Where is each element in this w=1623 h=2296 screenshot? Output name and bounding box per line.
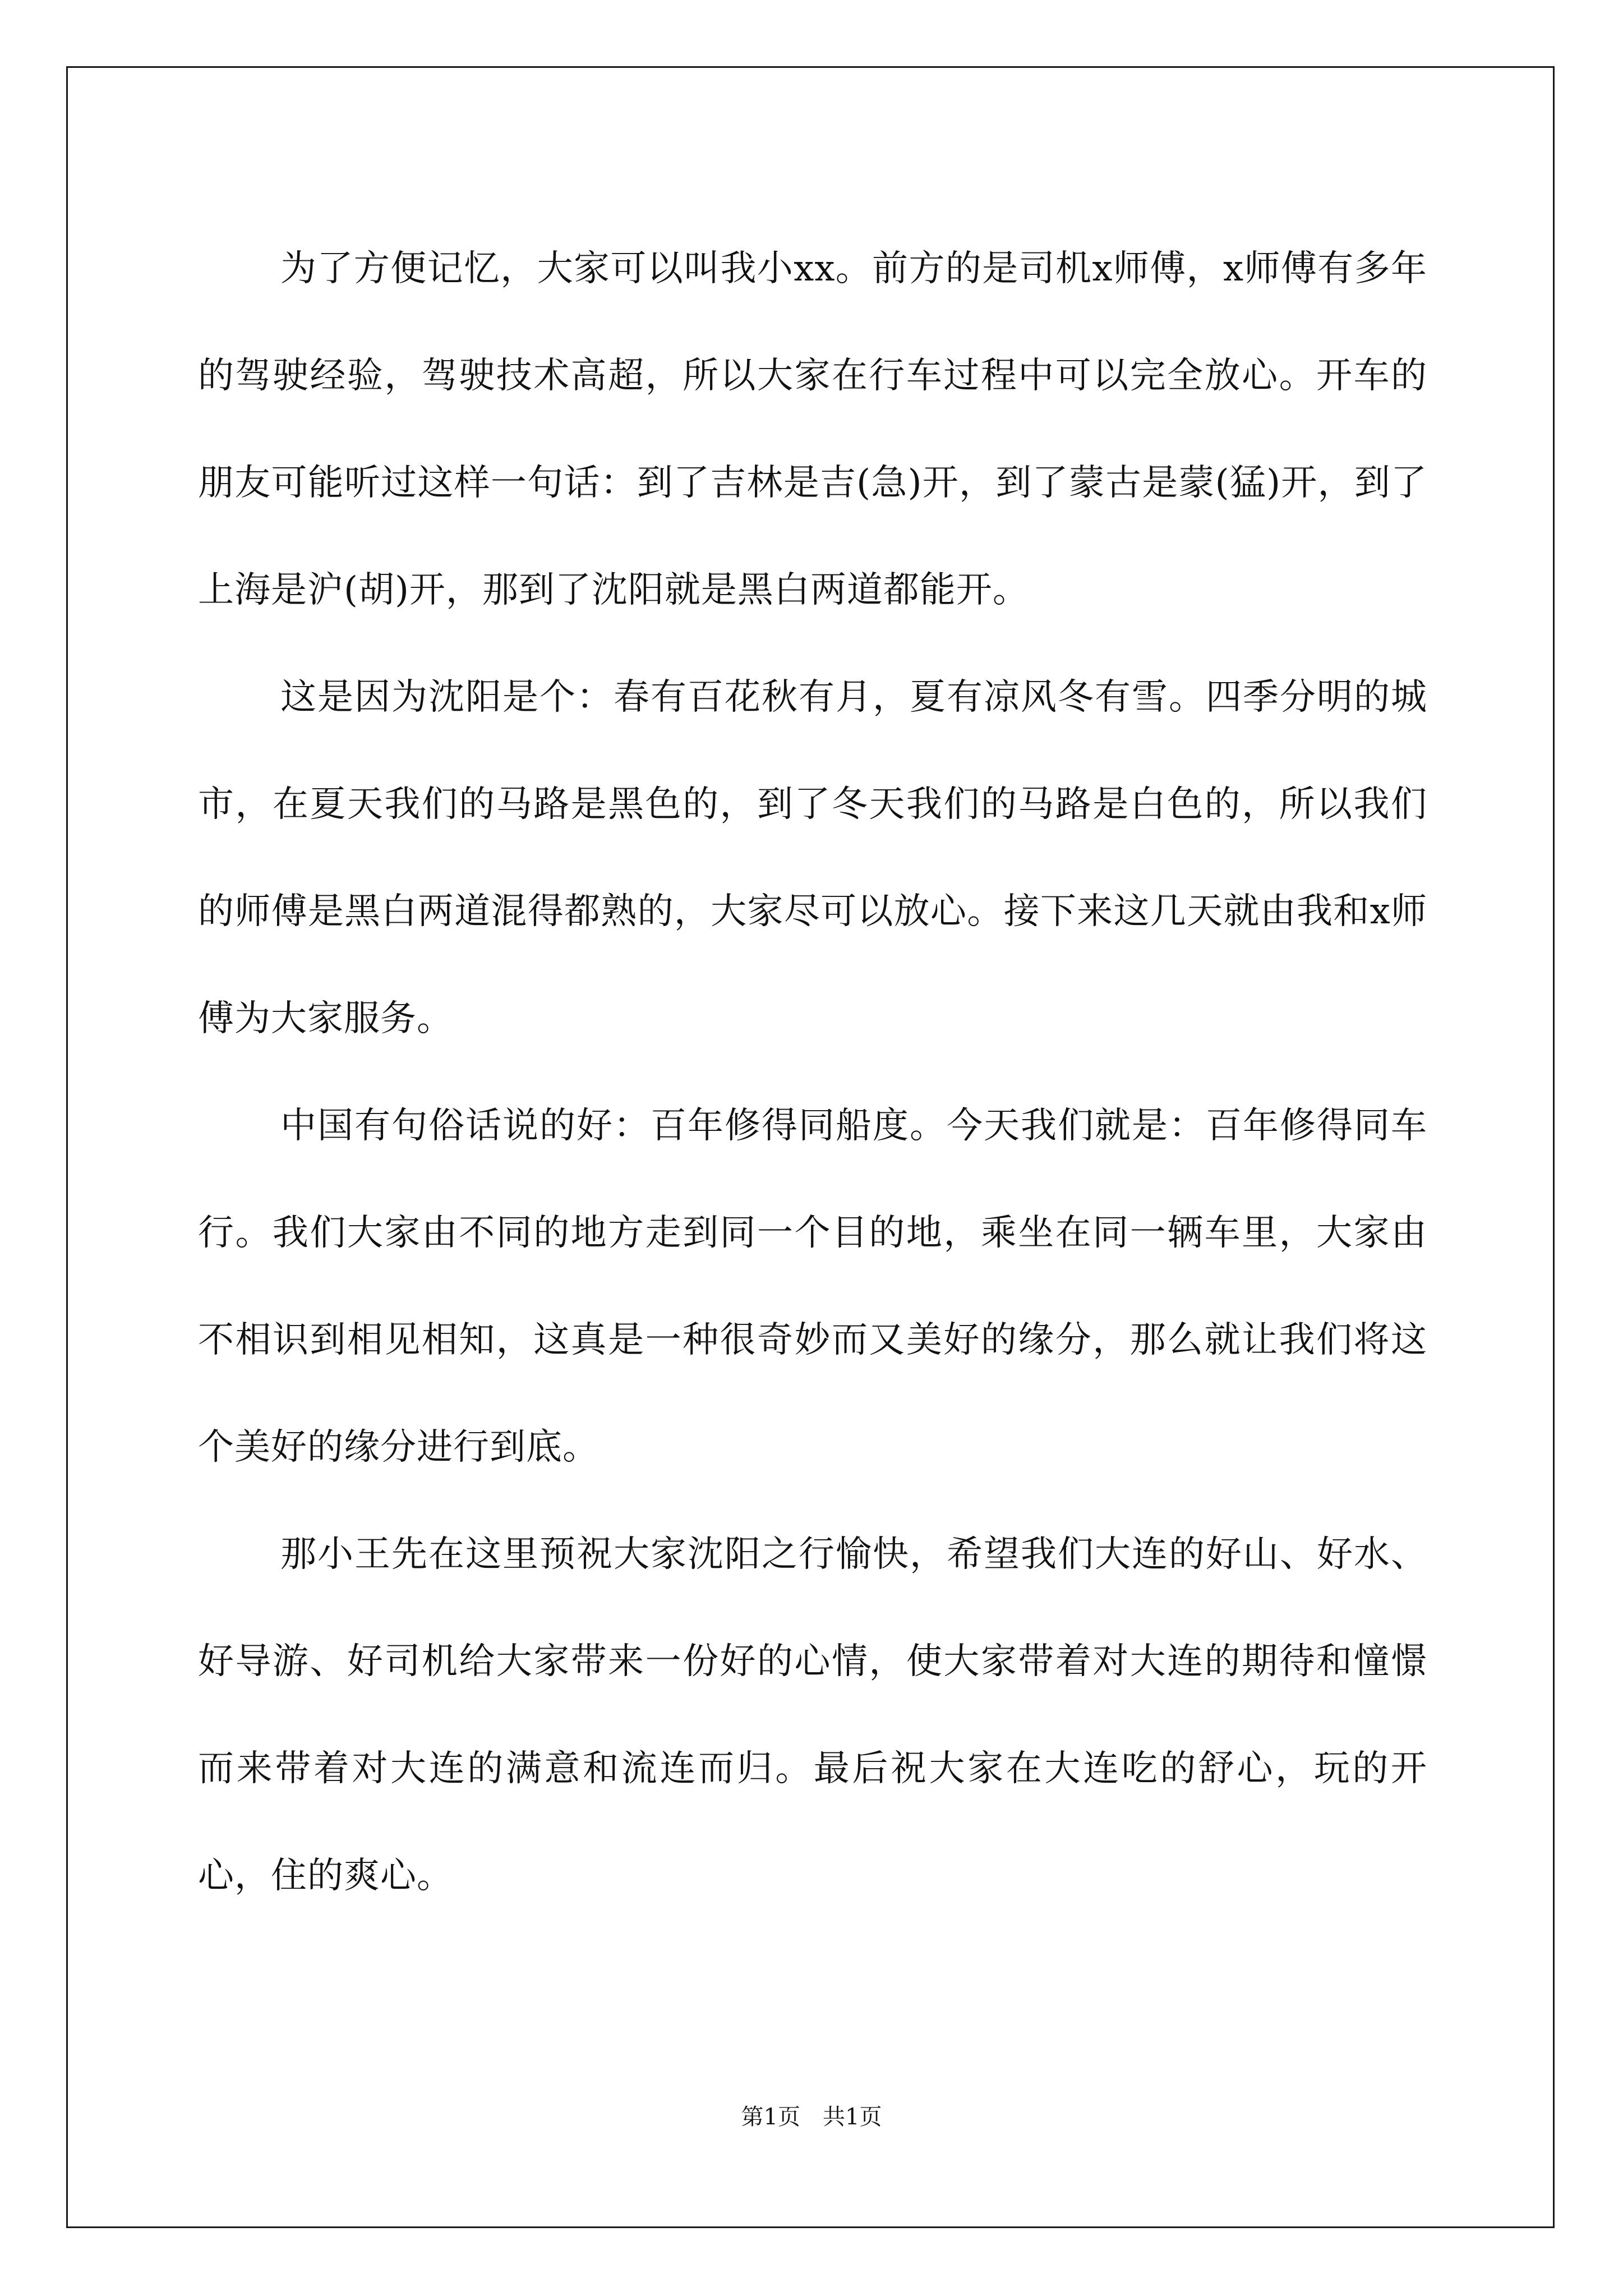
document-body bbox=[198, 215, 1427, 1930]
paragraph-4: 那小王先在这里预祝大家沈阳之行愉快，希望我们大连的好山、好水、好导游、好司机给大家带来一份好的心情，使大家带着对大连的期待和憧憬而来带着对大连的满意和流连而归。最后祝大家在大连吃的舒心，玩的开心，住的爽心。 bbox=[198, 1534, 1427, 1897]
paragraph-2: 这是因为沈阳是个：春有百花秋有月，夏有凉风冬有雪。四季分明的城市，在夏天我们的马路是黑色的，到了冬天我们的马路是白色的，所以我们的师傅是黑白两道混得都熟的，大家尽可以放心。接下来这几天就由我和x师傅为大家服务。 bbox=[198, 677, 1427, 1039]
paragraph-1: 为了方便记忆，大家可以叫我小xx。前方的是司机x师傅，x师傅有多年的驾驶经验，驾驶技术高超，所以大家在行车过程中可以完全放心。开车的朋友可能听过这样一句话：到了吉林是吉(急)开，到了蒙古是蒙(猛)开，到了上海是沪(胡)开，那到了沈阳就是黑白两道都能开。 bbox=[198, 248, 1427, 611]
page-number-footer: 第1页 共1页 bbox=[741, 2104, 882, 2130]
paragraph-3: 中国有句俗话说的好：百年修得同船度。今天我们就是：百年修得同车行。我们大家由不同的地方走到同一个目的地，乘坐在同一辆车里，大家由不相识到相见相知，这真是一种很奇妙而又美好的缘分，那么就让我们将这个美好的缘分进行到底。 bbox=[198, 1105, 1427, 1468]
